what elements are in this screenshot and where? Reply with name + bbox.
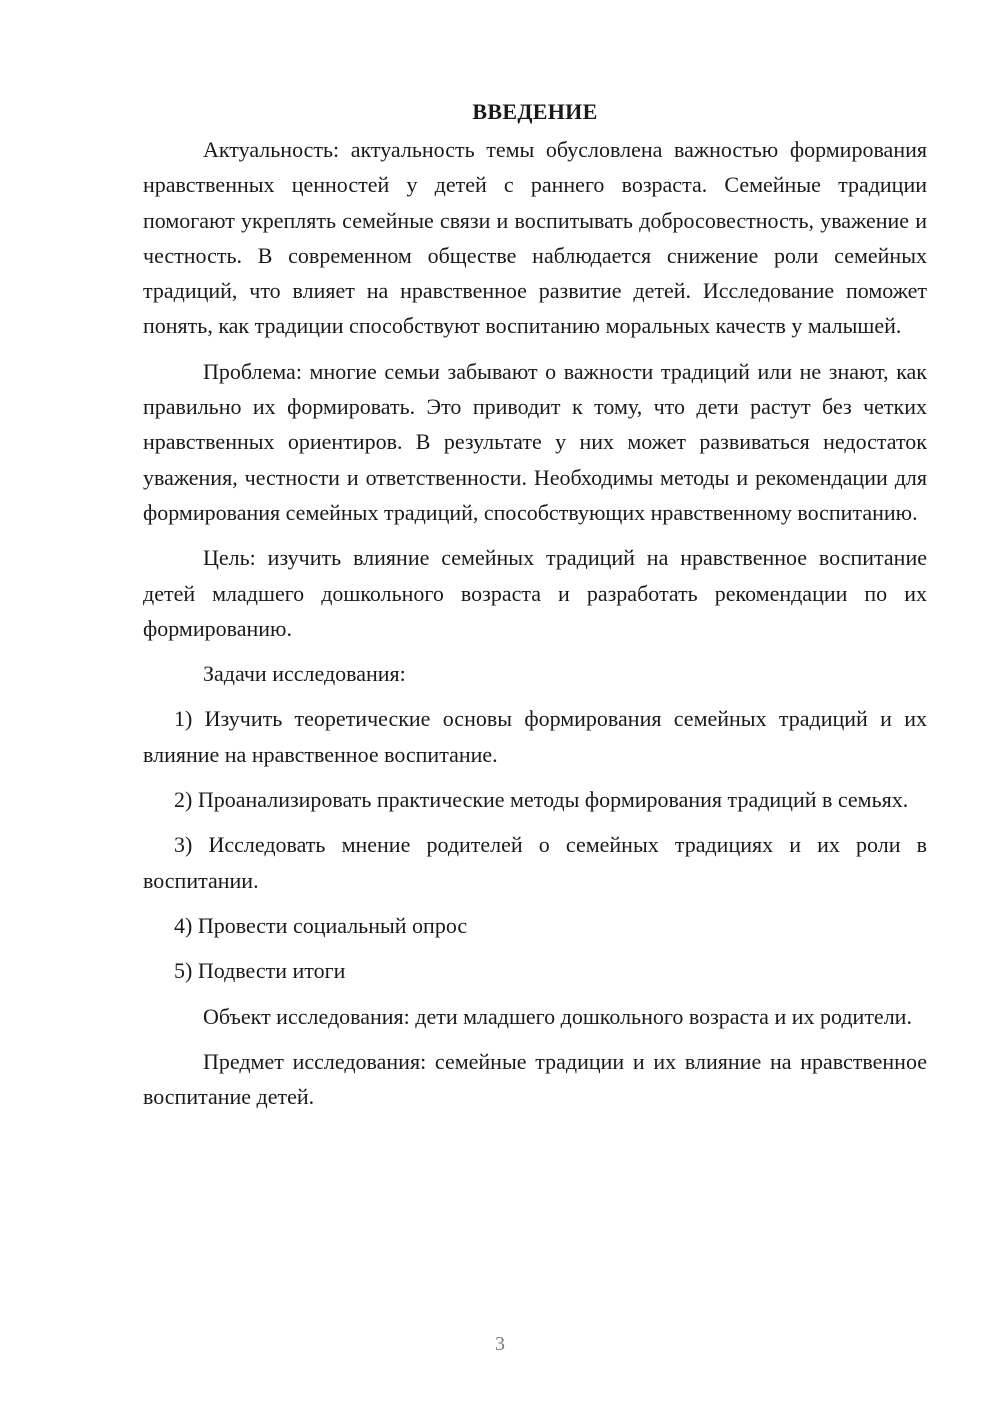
paragraph-object: Объект исследования: дети младшего дошкольного возраста и их родители.: [203, 1003, 912, 1029]
task-item-5: 5) Подвести итоги: [174, 958, 346, 984]
paragraph-goal: Цель: изучить влияние семейных традиций на нравственное воспитание детей младшего дошкольного возраста и разработать рекомендации по их формированию.: [143, 545, 927, 641]
task-item-2: 2) Проанализировать практические методы формирования традиций в семьях.: [174, 787, 909, 813]
page-content: [143, 94, 927, 1124]
tasks-list: [143, 701, 927, 988]
task-item-4: 4) Провести социальный опрос: [174, 912, 468, 938]
page-title: ВВЕДЕНИЕ: [472, 99, 598, 124]
paragraph-problem: Проблема: многие семьи забывают о важности традиций или не знают, как правильно их формировать. Это приводит к тому, что дети растут без четких нравственных ориентиров. В результате у них может развиваться недостаток уважения, честности и ответственности. Необходимы методы и рекомендации для формирования семейных традиций, способствующих нравственному воспитанию.: [143, 358, 927, 525]
page-number: 3: [495, 1333, 505, 1355]
tasks-heading: Задачи исследования:: [203, 661, 406, 687]
paragraph-relevance: Актуальность: актуальность темы обусловлена важностью формирования нравственных ценностей у детей с раннего возраста. Семейные традиции помогают укреплять семейные связи и воспитывать добросовестность, уважение и честность. В современном обществе наблюдается снижение роли семейных традиций, что влияет на нравственное развитие детей. Исследование поможет понять, как традиции способствуют воспитанию моральных качеств у малышей.: [143, 137, 927, 339]
task-item-1: 1) Изучить теоретические основы формирования семейных традиций и их влияние на нравственное воспитание.: [143, 706, 927, 767]
paragraph-subject: Предмет исследования: семейные традиции и их влияние на нравственное воспитание детей.: [143, 1048, 927, 1110]
task-item-3: 3) Исследовать мнение родителей о семейных традициях и их роли в воспитании.: [143, 832, 927, 893]
